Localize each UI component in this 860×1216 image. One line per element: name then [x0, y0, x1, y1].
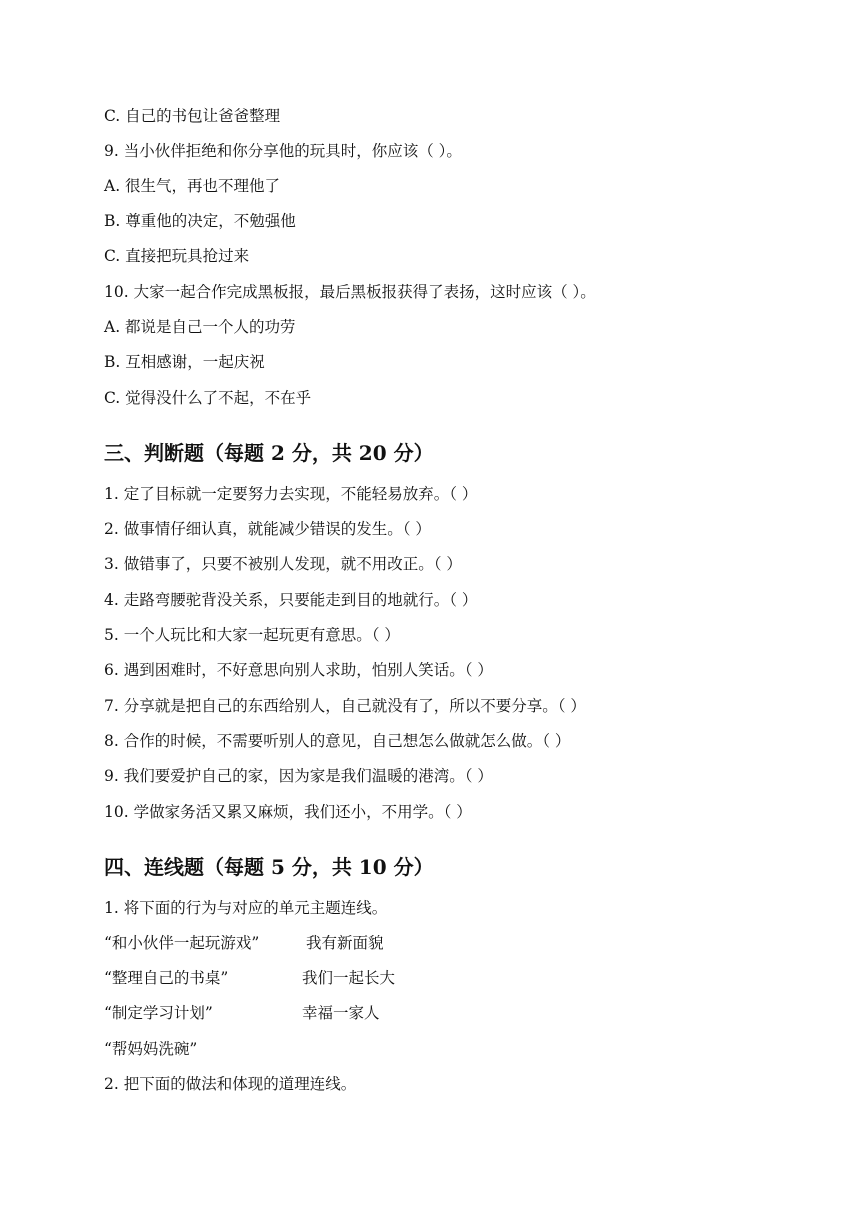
match-behavior-item: “帮妈妈洗碗” [104, 1040, 198, 1058]
match-question-1: 1. 将下面的行为与对应的单元主题连线。 [104, 899, 388, 917]
q9-option-a: A. 很生气，再也不理他了 [104, 177, 281, 195]
tf-item-6: 6. 遇到困难时，不好意思向别人求助，怕别人笑话。（ ） [104, 661, 493, 679]
section3-title: 三、判断题（每题 2 分，共 20 分） [104, 441, 434, 465]
tf-item-7: 7. 分享就是把自己的东西给别人，自己就没有了，所以不要分享。（ ） [104, 697, 586, 715]
match-theme-item: 我有新面貌 [306, 934, 384, 952]
tf-item-1: 1. 定了目标就一定要努力去实现，不能轻易放弃。（ ） [104, 485, 478, 503]
section4-title: 四、连线题（每题 5 分，共 10 分） [104, 855, 434, 879]
q10-option-b: B. 互相感谢，一起庆祝 [104, 353, 265, 371]
match-behavior-item: “制定学习计划” [104, 1004, 213, 1022]
q10-question: 10. 大家一起合作完成黑板报，最后黑板报获得了表扬，这时应该（ ）。 [104, 283, 596, 301]
match-theme-item: 幸福一家人 [302, 1004, 380, 1022]
match-question-2: 2. 把下面的做法和体现的道理连线。 [104, 1075, 357, 1093]
tf-item-10: 10. 学做家务活又累又麻烦，我们还小，不用学。（ ） [104, 803, 472, 821]
q8-option-c: C. 自己的书包让爸爸整理 [104, 107, 281, 125]
match-behavior-item: “整理自己的书桌” [104, 969, 229, 987]
tf-item-9: 9. 我们要爱护自己的家，因为家是我们温暖的港湾。（ ） [104, 767, 493, 785]
match-row [104, 1039, 604, 1059]
tf-item-8: 8. 合作的时候，不需要听别人的意见，自己想怎么做就怎么做。（ ） [104, 732, 571, 750]
match-row [104, 933, 604, 953]
q9-option-b: B. 尊重他的决定，不勉强他 [104, 212, 296, 230]
match-behavior-item: “和小伙伴一起玩游戏” [104, 934, 260, 952]
match-row [104, 1003, 604, 1023]
match-row [104, 968, 604, 988]
tf-item-5: 5. 一个人玩比和大家一起玩更有意思。（ ） [104, 626, 400, 644]
tf-item-3: 3. 做错事了，只要不被别人发现，就不用改正。（ ） [104, 555, 462, 573]
q9-question: 9. 当小伙伴拒绝和你分享他的玩具时，你应该（ ）。 [104, 142, 462, 160]
q10-option-a: A. 都说是自己一个人的功劳 [104, 318, 296, 336]
q10-option-c: C. 觉得没什么了不起，不在乎 [104, 389, 312, 407]
q9-option-c: C. 直接把玩具抢过来 [104, 247, 250, 265]
tf-item-4: 4. 走路弯腰驼背没关系，只要能走到目的地就行。（ ） [104, 591, 478, 609]
match-theme-item: 我们一起长大 [302, 969, 396, 987]
tf-item-2: 2. 做事情仔细认真，就能减少错误的发生。（ ） [104, 520, 431, 538]
